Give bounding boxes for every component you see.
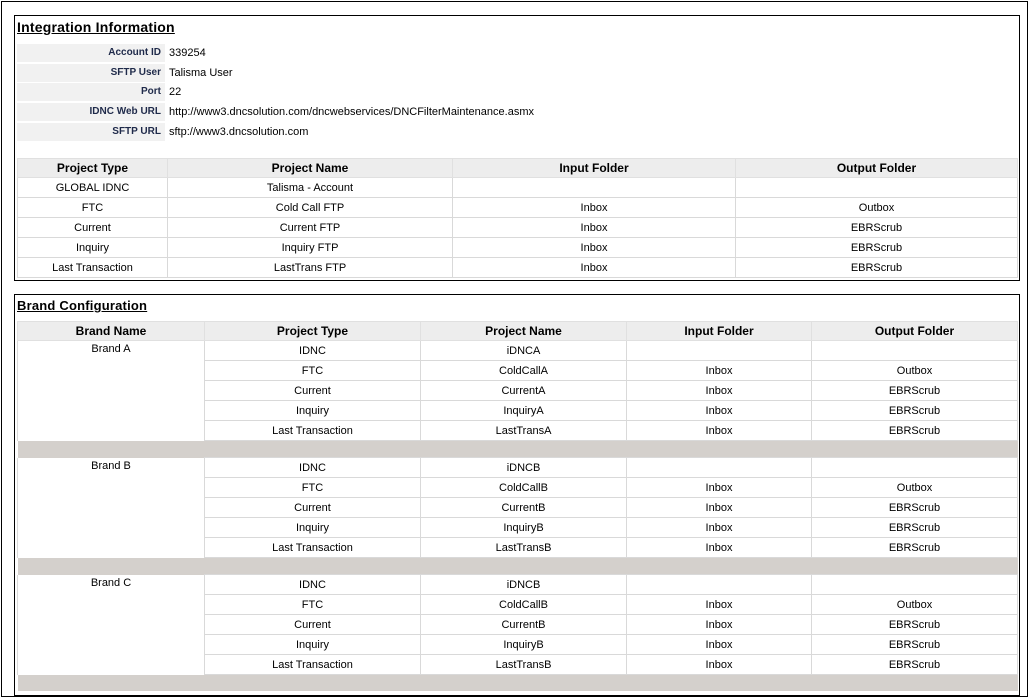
brand-title: Brand Configuration [17, 298, 148, 313]
cell-project-type: FTC [205, 361, 421, 381]
cell-project-name: ColdCallB [421, 478, 627, 498]
cell-project-name: CurrentB [421, 498, 627, 518]
table-row [18, 198, 1018, 218]
column-header-output-folder: Output Folder [736, 159, 1018, 178]
account-id-row [17, 44, 1017, 62]
column-header-project-name: Project Name [168, 159, 453, 178]
cell-project-name: LastTransB [421, 538, 627, 558]
cell-project-name: ColdCallA [421, 361, 627, 381]
cell-input-folder: Inbox [627, 615, 812, 635]
cell-output-folder: EBRScrub [812, 498, 1018, 518]
cell-input-folder: Inbox [627, 655, 812, 675]
cell-output-folder: Outbox [812, 361, 1018, 381]
separator-cell [18, 558, 1018, 575]
cell-output-folder: EBRScrub [812, 655, 1018, 675]
cell-project-name: Current FTP [168, 218, 453, 238]
table-row [18, 238, 1018, 258]
cell-output-folder: Outbox [812, 478, 1018, 498]
column-header-brand-name: Brand Name [18, 322, 205, 341]
group-separator [18, 441, 1018, 458]
cell-input-folder [627, 341, 812, 361]
group-separator [18, 675, 1018, 692]
cell-project-type: Current [205, 498, 421, 518]
cell-project-name: LastTransB [421, 655, 627, 675]
cell-project-type: Last Transaction [18, 258, 168, 278]
cell-project-type: IDNC [205, 341, 421, 361]
sftp-user-value: Talisma User [169, 67, 233, 79]
cell-output-folder: Outbox [736, 198, 1018, 218]
cell-output-folder: EBRScrub [736, 238, 1018, 258]
cell-project-name: InquiryB [421, 635, 627, 655]
cell-input-folder: Inbox [627, 361, 812, 381]
cell-output-folder: EBRScrub [736, 218, 1018, 238]
cell-output-folder: EBRScrub [812, 381, 1018, 401]
column-header-input-folder: Input Folder [627, 322, 812, 341]
cell-input-folder: Inbox [453, 238, 736, 258]
cell-project-type: GLOBAL IDNC [18, 178, 168, 198]
cell-project-type: Last Transaction [205, 655, 421, 675]
separator-cell [18, 675, 1018, 692]
cell-output-folder [812, 575, 1018, 595]
port-label: Port [141, 86, 161, 97]
brand-configuration-table [17, 321, 1018, 691]
cell-project-name: InquiryB [421, 518, 627, 538]
table-row [18, 458, 1018, 478]
cell-project-type: Last Transaction [205, 421, 421, 441]
cell-output-folder: EBRScrub [812, 401, 1018, 421]
cell-output-folder [812, 341, 1018, 361]
idnc-web-url-value: http://www3.dncsolution.com/dncwebservices/DNCFilterMaintenance.asmx [169, 106, 534, 118]
sftp-user-row [17, 64, 1017, 82]
integration-projects-table [17, 158, 1018, 278]
cell-input-folder [627, 458, 812, 478]
sftp-url-row [17, 123, 1017, 141]
account-id-value: 339254 [169, 47, 206, 59]
brand-name-cell: Brand A [18, 341, 205, 441]
cell-output-folder: EBRScrub [812, 635, 1018, 655]
cell-project-name: Talisma - Account [168, 178, 453, 198]
idnc-web-url-label: IDNC Web URL [89, 106, 161, 117]
cell-project-name: ColdCallB [421, 595, 627, 615]
cell-project-type: Inquiry [205, 518, 421, 538]
cell-project-type: Current [205, 615, 421, 635]
column-header-project-name: Project Name [421, 322, 627, 341]
cell-project-name: iDNCB [421, 458, 627, 478]
cell-project-type: Inquiry [205, 401, 421, 421]
cell-project-type: FTC [18, 198, 168, 218]
port-value: 22 [169, 86, 182, 98]
cell-project-type: IDNC [205, 458, 421, 478]
cell-input-folder: Inbox [627, 538, 812, 558]
integration-title: Integration Information [17, 19, 175, 35]
table-row [18, 341, 1018, 361]
cell-project-name: LastTrans FTP [168, 258, 453, 278]
idnc-web-url-row [17, 103, 1017, 121]
cell-input-folder: Inbox [627, 421, 812, 441]
account-id-label: Account ID [108, 47, 161, 58]
cell-output-folder: EBRScrub [812, 538, 1018, 558]
cell-project-name: LastTransA [421, 421, 627, 441]
cell-input-folder: Inbox [627, 498, 812, 518]
cell-output-folder: Outbox [812, 595, 1018, 615]
column-header-input-folder: Input Folder [453, 159, 736, 178]
cell-output-folder: EBRScrub [812, 518, 1018, 538]
cell-output-folder [812, 458, 1018, 478]
sftp-user-label: SFTP User [110, 67, 161, 78]
cell-output-folder: EBRScrub [812, 421, 1018, 441]
cell-project-name: InquiryA [421, 401, 627, 421]
cell-project-name: CurrentB [421, 615, 627, 635]
cell-input-folder: Inbox [627, 478, 812, 498]
cell-project-type: Inquiry [205, 635, 421, 655]
cell-output-folder: EBRScrub [736, 258, 1018, 278]
table-row [18, 258, 1018, 278]
cell-project-name: Inquiry FTP [168, 238, 453, 258]
table-row [18, 218, 1018, 238]
cell-input-folder: Inbox [627, 381, 812, 401]
cell-project-type: FTC [205, 595, 421, 615]
cell-input-folder [627, 575, 812, 595]
table-row [18, 178, 1018, 198]
column-header-project-type: Project Type [18, 159, 168, 178]
cell-project-type: FTC [205, 478, 421, 498]
cell-project-name: iDNCB [421, 575, 627, 595]
sftp-url-value: sftp://www3.dncsolution.com [169, 126, 309, 138]
integration-information-panel [14, 15, 1020, 281]
cell-project-type: Current [205, 381, 421, 401]
cell-project-name: Cold Call FTP [168, 198, 453, 218]
cell-project-type: Current [18, 218, 168, 238]
sftp-url-label: SFTP URL [112, 126, 161, 137]
cell-input-folder: Inbox [627, 401, 812, 421]
cell-input-folder: Inbox [627, 595, 812, 615]
table-row [18, 575, 1018, 595]
cell-input-folder: Inbox [453, 198, 736, 218]
separator-cell [18, 441, 1018, 458]
cell-input-folder: Inbox [453, 218, 736, 238]
cell-input-folder: Inbox [627, 635, 812, 655]
cell-project-name: iDNCA [421, 341, 627, 361]
cell-output-folder [736, 178, 1018, 198]
port-row [17, 83, 1017, 101]
cell-input-folder: Inbox [453, 258, 736, 278]
cell-input-folder: Inbox [627, 518, 812, 538]
window-frame [1, 1, 1028, 697]
cell-project-type: Inquiry [18, 238, 168, 258]
cell-project-type: Last Transaction [205, 538, 421, 558]
column-header-project-type: Project Type [205, 322, 421, 341]
brand-name-cell: Brand B [18, 458, 205, 558]
cell-output-folder: EBRScrub [812, 615, 1018, 635]
brand-name-cell: Brand C [18, 575, 205, 675]
column-header-output-folder: Output Folder [812, 322, 1018, 341]
cell-project-type: IDNC [205, 575, 421, 595]
brand-configuration-panel [14, 294, 1020, 696]
group-separator [18, 558, 1018, 575]
cell-project-name: CurrentA [421, 381, 627, 401]
cell-input-folder [453, 178, 736, 198]
